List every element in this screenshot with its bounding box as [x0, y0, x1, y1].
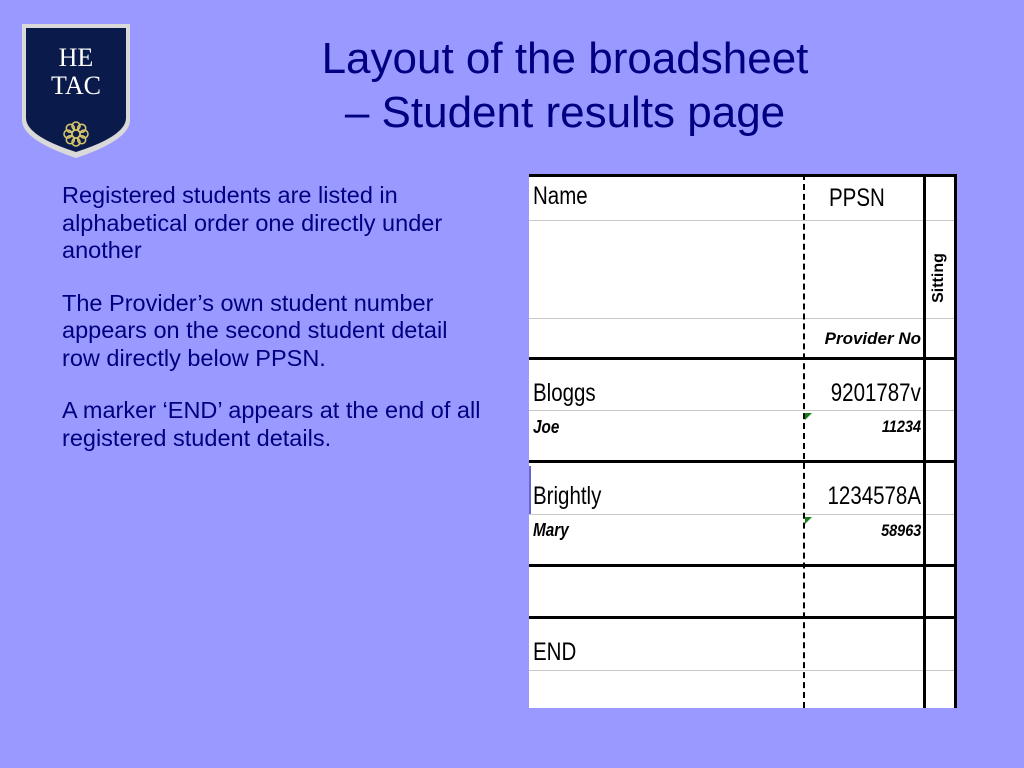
logo-text-he: HE: [58, 43, 94, 72]
header-sitting: [924, 240, 954, 316]
student-provider-no[interactable]: 58963: [880, 521, 921, 540]
student-ppsn[interactable]: 1234578A: [827, 482, 921, 510]
hetac-logo: [18, 20, 134, 162]
student-firstname[interactable]: Joe: [533, 417, 560, 437]
paragraph-1: Registered students are listed in alphabetical order one directly under another: [62, 182, 443, 263]
student-provider-no[interactable]: 11234: [881, 417, 921, 436]
header-sitting-label: Sitting: [930, 253, 947, 303]
paragraph-2: The Provider’s own student number appears on the second student detail row directly below PPSN.: [62, 289, 448, 371]
broadsheet-table: [529, 174, 957, 708]
page-title: [200, 32, 930, 140]
logo-text-tac: TAC: [51, 71, 101, 100]
paragraph-3: A marker ‘END’ appears at the end of all registered student details.: [62, 397, 481, 451]
title-line-1: Layout of the broadsheet: [321, 34, 809, 83]
header-provider-no: Provider No: [824, 329, 921, 348]
comment-marker-icon: [805, 413, 812, 420]
comment-marker-icon: [805, 517, 812, 524]
description-text: [62, 182, 482, 477]
student-firstname[interactable]: Mary: [533, 520, 569, 540]
student-surname[interactable]: Brightly: [533, 482, 602, 510]
header-name: Name: [533, 182, 588, 210]
end-marker[interactable]: END: [533, 638, 577, 666]
student-surname[interactable]: Bloggs: [533, 379, 596, 407]
student-ppsn[interactable]: 9201787v: [830, 379, 921, 407]
title-line-2: – Student results page: [344, 88, 786, 137]
header-ppsn: PPSN: [829, 184, 885, 212]
